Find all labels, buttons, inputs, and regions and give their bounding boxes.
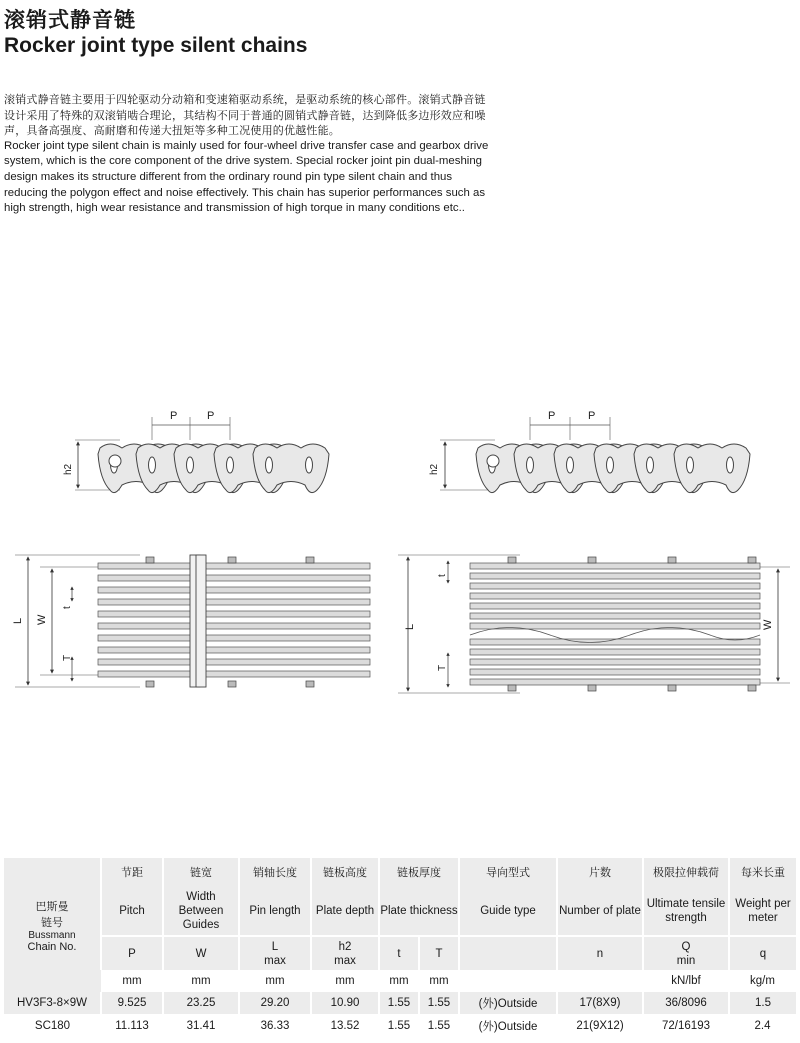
h2-label: h2 xyxy=(429,463,440,475)
header-cn: 链板高度 xyxy=(311,858,379,886)
page-title-cn: 滚销式静音链 xyxy=(4,8,136,32)
header-cn: 导向型式 xyxy=(459,858,557,886)
table-cell: 11.113 xyxy=(115,1020,149,1032)
T-label: T xyxy=(62,654,73,661)
header-cn: 每米长重 xyxy=(729,858,796,886)
header-unit: mm xyxy=(335,975,355,987)
header-symbol: h2 max xyxy=(311,936,379,970)
table-cell: 1.55 xyxy=(427,1020,451,1032)
header-symbol: P xyxy=(101,936,163,970)
page-title-en: Rocker joint type silent chains xyxy=(4,34,308,57)
pitch-label: P xyxy=(170,410,178,422)
header-en: Number of plate xyxy=(557,886,643,936)
header-symbol: L max xyxy=(239,936,311,970)
header-cn: 链板厚度 xyxy=(379,858,459,886)
table-cell: 29.20 xyxy=(239,992,311,1014)
header-cn: 链宽 xyxy=(163,858,239,886)
top-view-left xyxy=(12,555,370,687)
l-label: L xyxy=(404,623,416,630)
chain-no-header: 巴斯曼 链号 Bussmann Chain No. xyxy=(27,899,77,953)
table-cell: 10.90 xyxy=(311,992,379,1014)
table-cell: 36.33 xyxy=(260,1020,290,1032)
table-cell: 2.4 xyxy=(754,1020,771,1032)
header-symbol: Q min xyxy=(643,936,729,970)
header-en: Plate thickness xyxy=(379,886,459,936)
table-cell: 9.525 xyxy=(101,992,163,1014)
table-cell: 1.55 xyxy=(387,1020,411,1032)
intro-text xyxy=(4,92,494,217)
header-en: Width Between Guides xyxy=(163,886,239,936)
table-cell: (外)Outside xyxy=(459,992,557,1014)
header-symbol: T xyxy=(419,936,459,970)
header-unit: mm xyxy=(389,975,409,987)
table-cell: 36/8096 xyxy=(643,992,729,1014)
header-en: Pin length xyxy=(239,886,311,936)
header-en: Plate depth xyxy=(311,886,379,936)
w-label: W xyxy=(36,614,48,625)
l-label: L xyxy=(12,617,24,624)
header-unit xyxy=(557,970,643,992)
top-view-right xyxy=(398,555,790,693)
table-cell: 13.52 xyxy=(330,1020,360,1032)
header-cn: 销轴长度 xyxy=(239,858,311,886)
table-cell: 1.55 xyxy=(379,992,419,1014)
table-cell: SC180 xyxy=(34,1020,71,1032)
spec-table xyxy=(4,858,796,1038)
w-label: W xyxy=(762,619,774,630)
header-symbol: t xyxy=(379,936,419,970)
header-cn: 极限拉伸载荷 xyxy=(643,858,729,886)
header-symbol xyxy=(459,936,557,970)
header-cn: 节距 xyxy=(101,858,163,886)
table-cell: (外)Outside xyxy=(478,1021,538,1033)
intro-cn: 滚销式静音链主要用于四轮驱动分动箱和变速箱驱动系统，是驱动系统的核心部件。滚销式静音链设计采用了特殊的双滚销啮合理论，其结构不同于普通的圆销式静音链，达到降低多边形效应和噪声，具备高强度、高耐磨和传递大扭矩等多种工况使用的优越性能。 xyxy=(4,93,486,138)
table-cell: 1.5 xyxy=(729,992,796,1014)
pitch-label: P xyxy=(207,410,215,422)
side-view-left xyxy=(63,410,329,493)
header-unit xyxy=(459,970,557,992)
header-unit: mm xyxy=(429,975,449,987)
header-unit: kg/m xyxy=(750,975,775,987)
header-en: Pitch xyxy=(101,886,163,936)
table-row xyxy=(4,1014,796,1038)
intro-en: Rocker joint type silent chain is mainly used for four-wheel drive transfer case and gearbox drive system, which is the core component of the drive system. Special rocker joint pin dual-meshing design makes its structure different from the ordinary round pin type silent chain and thus reducing the polygon effect and noise effectively. This chain has superior performances such as high strength, high wear resistance and transmission of high torque in many conditions etc.. xyxy=(4,139,489,215)
chain-diagram xyxy=(0,395,800,700)
table-cell: 17(8X9) xyxy=(557,992,643,1014)
header-en: Ultimate tensile strength xyxy=(643,886,729,936)
t-label: t xyxy=(62,606,73,609)
header-unit: mm xyxy=(265,975,285,987)
pitch-label: P xyxy=(548,410,556,422)
table-cell: 31.41 xyxy=(186,1020,216,1032)
header-unit: mm xyxy=(191,975,211,987)
table-cell: 72/16193 xyxy=(662,1020,710,1032)
header-unit: mm xyxy=(122,975,142,987)
table-cell: HV3F3-8×9W xyxy=(17,997,87,1009)
table-cell: 23.25 xyxy=(163,992,239,1014)
header-symbol: W xyxy=(163,936,239,970)
h2-label: h2 xyxy=(63,463,74,475)
t-label: t xyxy=(437,574,448,577)
header-symbol: q xyxy=(729,936,796,970)
header-en: Guide type xyxy=(459,886,557,936)
table-row xyxy=(4,992,796,1014)
T-label: T xyxy=(437,664,448,671)
header-cn: 片数 xyxy=(557,858,643,886)
pitch-label: P xyxy=(588,410,596,422)
header-symbol: n xyxy=(557,936,643,970)
table-cell: 21(9X12) xyxy=(576,1020,624,1032)
header-unit: kN/lbf xyxy=(671,975,701,987)
side-view-right xyxy=(429,410,750,493)
table-cell: 1.55 xyxy=(419,992,459,1014)
header-en: Weight per meter xyxy=(729,886,796,936)
